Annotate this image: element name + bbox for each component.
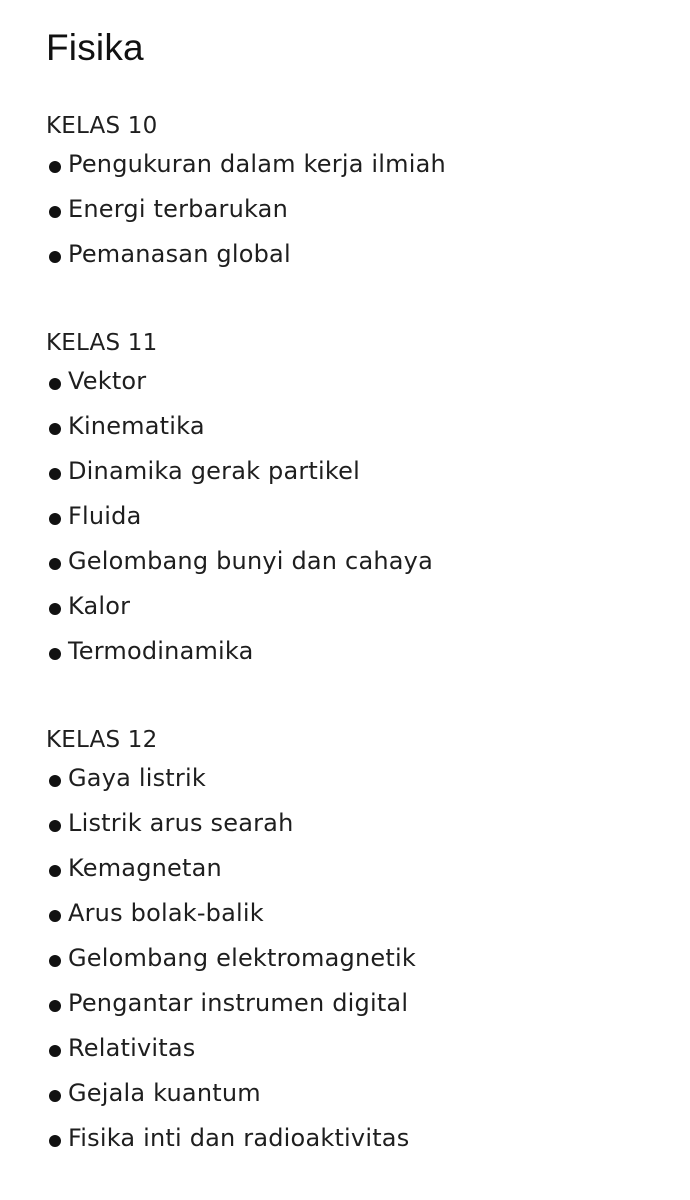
bullet-icon	[49, 1090, 61, 1102]
section-kelas-11	[46, 327, 670, 674]
topic-label: Relativitas	[68, 1034, 196, 1062]
topic-label: Fluida	[68, 502, 142, 530]
bullet-icon	[49, 955, 61, 967]
topic-label: Energi terbarukan	[68, 195, 288, 223]
bullet-icon	[49, 513, 61, 525]
list-item	[46, 981, 670, 1026]
topic-label: Dinamika gerak partikel	[68, 457, 360, 485]
list-item	[46, 1071, 670, 1116]
topic-label: Pemanasan global	[68, 240, 291, 268]
document-page	[46, 26, 670, 1161]
topic-label: Gelombang elektromagnetik	[68, 944, 416, 972]
topic-label: Gaya listrik	[68, 764, 206, 792]
bullet-icon	[49, 558, 61, 570]
topic-label: Listrik arus searah	[68, 809, 294, 837]
section-heading: KELAS 10	[46, 113, 158, 139]
bullet-icon	[49, 603, 61, 615]
topic-label: Vektor	[68, 367, 147, 395]
topic-list	[46, 756, 670, 1161]
topic-list	[46, 359, 670, 674]
bullet-icon	[49, 378, 61, 390]
list-item	[46, 846, 670, 891]
list-item	[46, 584, 670, 629]
section-heading: KELAS 12	[46, 727, 158, 753]
section-heading: KELAS 11	[46, 330, 158, 356]
list-item	[46, 629, 670, 674]
list-item	[46, 404, 670, 449]
topic-label: Kinematika	[68, 412, 205, 440]
bullet-icon	[49, 161, 61, 173]
bullet-icon	[49, 775, 61, 787]
topic-label: Gejala kuantum	[68, 1079, 261, 1107]
topic-label: Fisika inti dan radioaktivitas	[68, 1124, 410, 1152]
topic-label: Kalor	[68, 592, 131, 620]
topic-label: Arus bolak-balik	[68, 899, 264, 927]
list-item	[46, 1026, 670, 1071]
list-item	[46, 936, 670, 981]
bullet-icon	[49, 251, 61, 263]
list-item	[46, 891, 670, 936]
bullet-icon	[49, 206, 61, 218]
topic-label: Kemagnetan	[68, 854, 222, 882]
list-item	[46, 359, 670, 404]
bullet-icon	[49, 423, 61, 435]
topic-label: Pengantar instrumen digital	[68, 989, 409, 1017]
page-title: Fisika	[46, 27, 144, 68]
list-item	[46, 539, 670, 584]
section-kelas-10	[46, 110, 670, 277]
bullet-icon	[49, 1045, 61, 1057]
list-item	[46, 449, 670, 494]
list-item	[46, 142, 670, 187]
bullet-icon	[49, 648, 61, 660]
topic-list	[46, 142, 670, 277]
bullet-icon	[49, 865, 61, 877]
section-kelas-12	[46, 724, 670, 1161]
bullet-icon	[49, 1000, 61, 1012]
bullet-icon	[49, 910, 61, 922]
list-item	[46, 1116, 670, 1161]
list-item	[46, 232, 670, 277]
bullet-icon	[49, 820, 61, 832]
list-item	[46, 187, 670, 232]
list-item	[46, 756, 670, 801]
list-item	[46, 801, 670, 846]
topic-label: Pengukuran dalam kerja ilmiah	[68, 150, 446, 178]
bullet-icon	[49, 468, 61, 480]
list-item	[46, 494, 670, 539]
bullet-icon	[49, 1135, 61, 1147]
topic-label: Termodinamika	[68, 637, 254, 665]
topic-label: Gelombang bunyi dan cahaya	[68, 547, 433, 575]
